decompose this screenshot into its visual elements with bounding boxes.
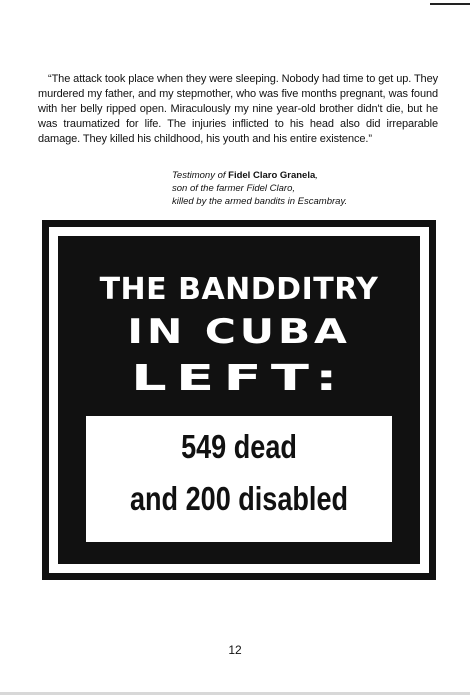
top-rule: [430, 3, 470, 5]
poster-panel: [58, 236, 420, 564]
poster-headline-2: IN CUBA: [127, 312, 351, 352]
poster: [42, 220, 436, 580]
poster-headline-1: THE BANDDITRY: [99, 272, 379, 307]
poster-stat-dead: 549 dead: [181, 428, 297, 465]
testimony-attribution: [172, 169, 432, 208]
attribution-suffix: ,: [315, 170, 318, 181]
poster-stats-box: [86, 416, 392, 542]
attribution-prefix: Testimony of: [172, 170, 229, 181]
attribution-name: Fidel Claro Granela: [228, 170, 316, 181]
bottom-rule: [0, 692, 470, 695]
attribution-line-1: [172, 169, 432, 182]
poster-headline-3: LEFT:: [131, 358, 347, 399]
page-number: 12: [228, 643, 242, 657]
attribution-line-2: son of the farmer Fidel Claro,: [172, 183, 296, 194]
testimony-quote-text: “The attack took place when they were sleeping. Nobody had time to get up. They murdered my father, and my stepmother, who was five months pregnant, was found with her belly ripped open. Miraculously my nine year-old brother didn't die, but he was traumatized for life. The injuries inflicted to his head also did irreparable damage. They killed his childhood, his youth and his entire existence.”: [38, 73, 438, 145]
testimony-quote: [38, 72, 438, 147]
poster-stat-disabled: and 200 disabled: [129, 480, 349, 517]
attribution-line-3: killed by the armed bandits in Escambray.: [172, 196, 348, 207]
